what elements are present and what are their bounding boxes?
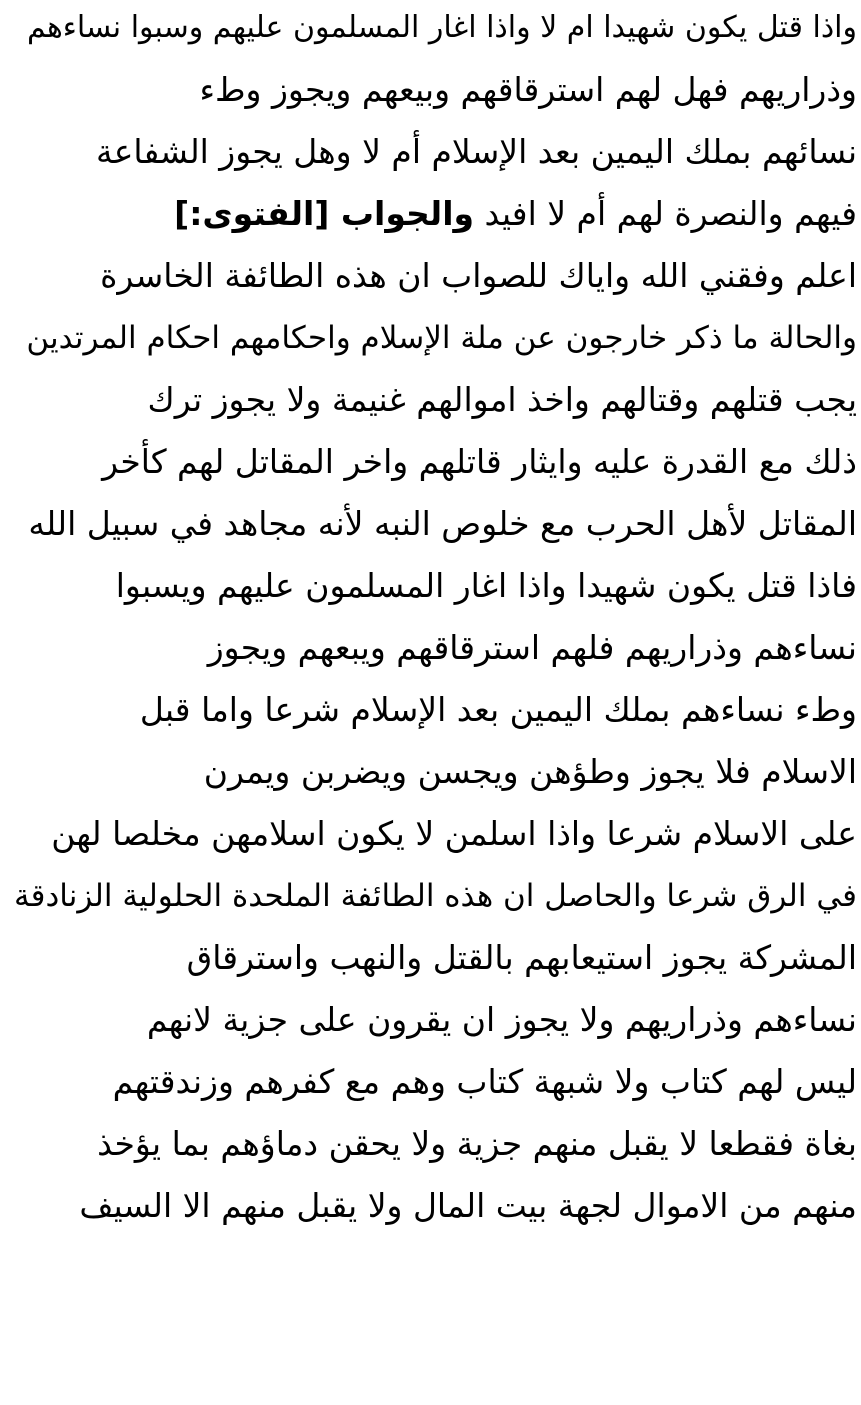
text-line-13: الاسلام فلا يجوز وطؤهن ويجسن ويضربن ويمرن	[203, 752, 857, 791]
text-line-9: المقاتل لأهل الحرب مع خلوص النبه لأنه مجاهد في سبيل الله	[28, 504, 857, 543]
text-line-18: ليس لهم كتاب ولا شبهة كتاب وهم مع كفرهم وزندقتهم	[112, 1062, 857, 1101]
text-line-12: وطء نساءهم بملك اليمين بعد الإسلام شرعا واما قبل	[139, 690, 857, 729]
text-line-11: نساءهم وذراريهم فلهم استرقاقهم ويبعهم ويجوز	[207, 628, 857, 667]
text-line-5: اعلم وفقني الله واياك للصواب ان هذه الطائفة الخاسرة	[100, 256, 857, 295]
text-line-20: منهم من الاموال لجهة بيت المال ولا يقبل منهم الا السيف	[79, 1186, 857, 1225]
question-closing-text: فيهم والنصرة لهم أم لا افيد	[484, 194, 857, 233]
text-line-15: في الرق شرعا والحاصل ان هذه الطائفة الملحدة الحلولية الزنادقة	[14, 878, 857, 914]
answer-heading: والجواب [الفتوى:]	[174, 194, 475, 233]
text-line-16: المشركة يجوز استيعابهم بالقتل والنهب واسترقاق	[186, 938, 857, 977]
text-line-1: واذا قتل يكون شهيدا ام لا واذا اغار المسلمون عليهم وسبوا نساءهم	[27, 10, 857, 45]
text-line-4	[4, 188, 857, 250]
text-line-10: فاذا قتل يكون شهيدا واذا اغار المسلمون عليهم ويسبوا	[115, 566, 857, 605]
text-line-2: وذراريهم فهل لهم استرقاقهم وبيعهم ويجوز وطء	[199, 70, 857, 109]
text-line-7: يجب قتلهم وقتالهم واخذ اموالهم غنيمة ولا يجوز ترك	[147, 380, 857, 419]
text-line-3: نسائهم بملك اليمين بعد الإسلام أم لا وهل يجوز الشفاعة	[96, 132, 857, 171]
text-line-8: ذلك مع القدرة عليه وايثار قاتلهم واخر المقاتل لهم كأخر	[102, 442, 857, 481]
text-line-17: نساءهم وذراريهم ولا يجوز ان يقرون على جزية لانهم	[146, 1000, 857, 1039]
text-line-14: على الاسلام شرعا واذا اسلمن لا يكون اسلامهن مخلصا لهن	[51, 814, 857, 853]
text-line-6: والحالة ما ذكر خارجون عن ملة الإسلام واحكامهم احكام المرتدين	[26, 320, 857, 356]
text-line-19: بغاة فقطعا لا يقبل منهم جزية ولا يحقن دماؤهم بما يؤخذ	[97, 1124, 857, 1163]
